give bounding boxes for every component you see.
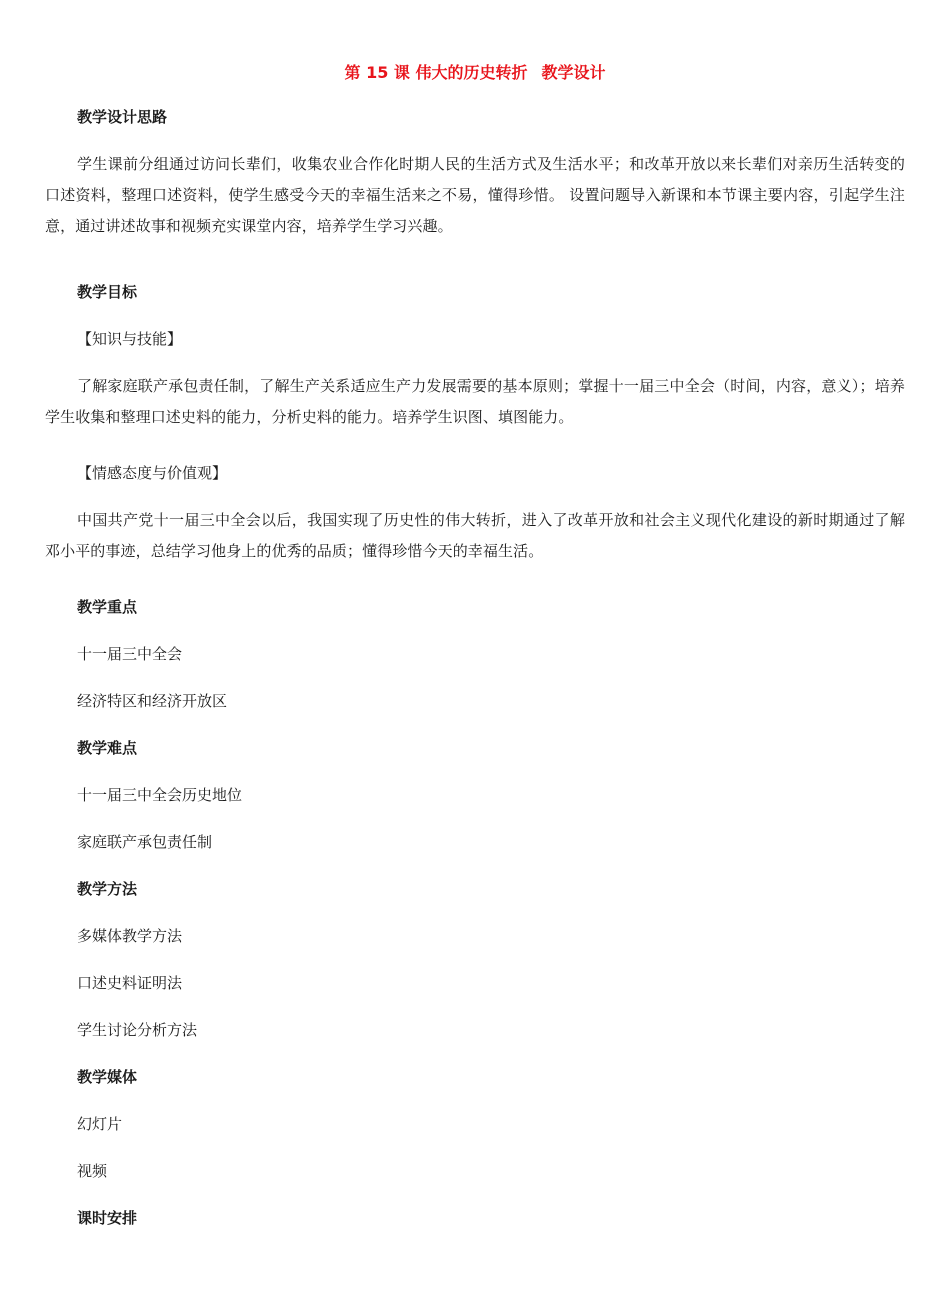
subheading-emotion: 【情感态度与价值观】	[77, 464, 228, 482]
list-item: 学生讨论分析方法	[77, 1021, 198, 1039]
title-lesson: 第 15 课 伟大的历史转折	[344, 63, 528, 82]
document-title	[0, 60, 950, 86]
heading-goals: 教学目标	[77, 283, 138, 301]
list-item: 十一届三中全会历史地位	[77, 786, 243, 804]
heading-difficult-points: 教学难点	[77, 739, 138, 757]
heading-schedule: 课时安排	[77, 1209, 138, 1227]
heading-media: 教学媒体	[77, 1068, 138, 1086]
list-item: 口述史料证明法	[77, 974, 183, 992]
heading-key-points: 教学重点	[77, 598, 138, 616]
paragraph-knowledge: 了解家庭联产承包责任制，了解生产关系适应生产力发展需要的基本原则；掌握十一届三中全会（时间，内容，意义）；培养学生收集和整理口述史料的能力，分析史料的能力。培养学生识图、填图能力。	[45, 377, 905, 426]
subheading-knowledge: 【知识与技能】	[77, 330, 183, 348]
list-item: 幻灯片	[77, 1115, 123, 1133]
list-item: 经济特区和经济开放区	[77, 692, 228, 710]
list-item: 家庭联产承包责任制	[77, 833, 213, 851]
heading-methods: 教学方法	[77, 880, 138, 898]
list-item: 视频	[77, 1162, 108, 1180]
list-item: 多媒体教学方法	[77, 927, 183, 945]
paragraph-design-idea: 学生课前分组通过访问长辈们，收集农业合作化时期人民的生活方式及生活水平；和改革开放以来长辈们对亲历生活转变的口述资料，整理口述资料，使学生感受今天的幸福生活来之不易，懂得珍惜。 设置问题导入新课和本节课主要内容，引起学生注意，通过讲述故事和视频充实课堂内容，培养学生学习兴趣。	[45, 155, 905, 235]
heading-design-idea: 教学设计思路	[77, 108, 168, 126]
title-design: 教学设计	[541, 63, 606, 82]
list-item: 十一届三中全会	[77, 645, 183, 663]
paragraph-emotion: 中国共产党十一届三中全会以后，我国实现了历史性的伟大转折，进入了改革开放和社会主义现代化建设的新时期通过了解邓小平的事迹，总结学习他身上的优秀的品质；懂得珍惜今天的幸福生活。	[45, 511, 905, 560]
